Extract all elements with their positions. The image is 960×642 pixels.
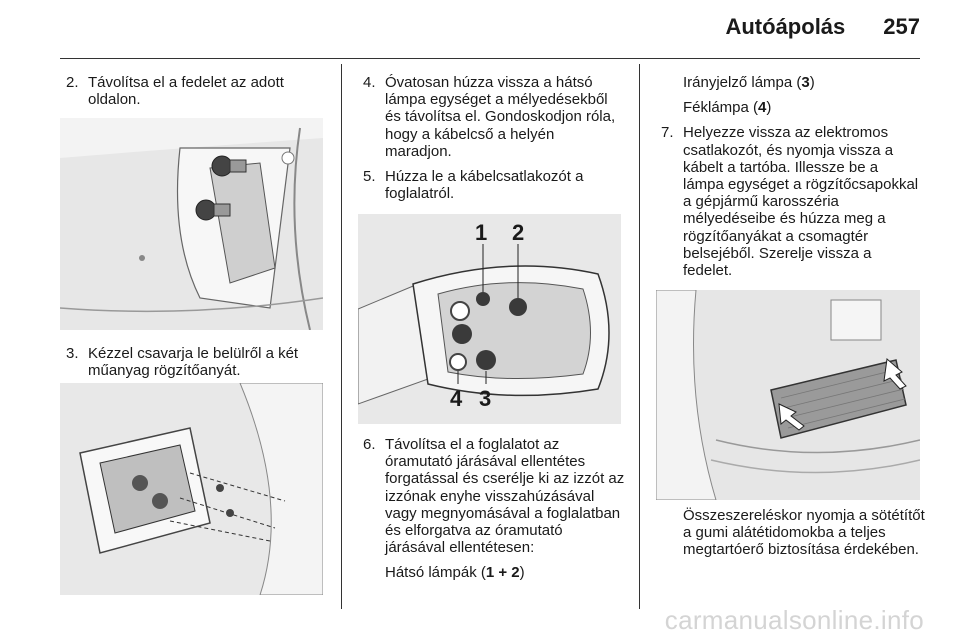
- watermark: carmanualsonline.info: [664, 605, 924, 635]
- note-text: Összeszereléskor nyomja a sötétítőt a gumi alátétidomokba a teljes megtartóerő biztosítása érdekében.: [683, 507, 925, 559]
- lamp-removal-illustration: [60, 383, 323, 595]
- column-2-lower: [363, 436, 625, 582]
- figure-bulb-positions: [358, 214, 621, 424]
- cover-illustration: [60, 118, 323, 330]
- step-3: 3. Kézzel csavarja le belülről a két műanyag rögzítőanyát.: [66, 345, 299, 380]
- step-7: 7. Helyezze vissza az elektromos csatlakozót, és nyomja vissza a kábelt a tartóba. Illessze be a lámpa egységet a rögzítőcsapokkal a gépjármű karosszéria mélyedéseibe és húzza meg a rögzítőanyákat a csomagtér belsejéből. Szerelje vissza a fedelet.: [661, 124, 919, 280]
- label-2: 2: [512, 220, 525, 245]
- step-2: 2. Távolítsa el a fedelet az adott oldalon.: [66, 74, 284, 109]
- header-rule: [60, 58, 920, 59]
- page-number: 257: [883, 14, 920, 39]
- section-title: Autóápolás: [725, 14, 846, 39]
- figure-cover-refit: [656, 290, 920, 500]
- page-header: [725, 14, 920, 40]
- label-3: 3: [479, 386, 492, 411]
- column-2: [363, 74, 625, 202]
- column-divider-1: [341, 64, 342, 609]
- figure-nut-removal: [60, 383, 323, 595]
- rear-lamps-line: Hátsó lámpák (1 + 2): [385, 564, 525, 582]
- column-1: [66, 74, 328, 108]
- label-4: 4: [450, 386, 463, 411]
- column-3: [661, 74, 923, 279]
- step-5: 5. Húzza le a kábelcsatlakozót a foglalatról.: [363, 168, 584, 203]
- column-divider-2: [639, 64, 640, 609]
- brake-line: Féklámpa (4): [683, 99, 772, 117]
- label-1: 1: [475, 220, 488, 245]
- column-1-lower: [66, 345, 328, 379]
- figure-cover-removal: [60, 118, 323, 330]
- note-block: [683, 507, 927, 559]
- step-6: 6. Távolítsa el a foglalatot az óramutató járásával ellentétes forgatással és cserélje ki az izzót az izzónak enyhe visszahúzásával vagy megnyomásával a foglalatban és elforgatva az óramutató járásával ellentétesen:: [363, 436, 625, 557]
- step-4: 4. Óvatosan húzza vissza a hátsó lámpa egységet a mélyedésekből és távolítsa el. Gondoskodjon róla, hogy a kábelcső a helyén maradjon.: [363, 74, 616, 160]
- cover-refit-illustration: [656, 290, 920, 500]
- indicator-line: Irányjelző lámpa (3): [683, 74, 815, 91]
